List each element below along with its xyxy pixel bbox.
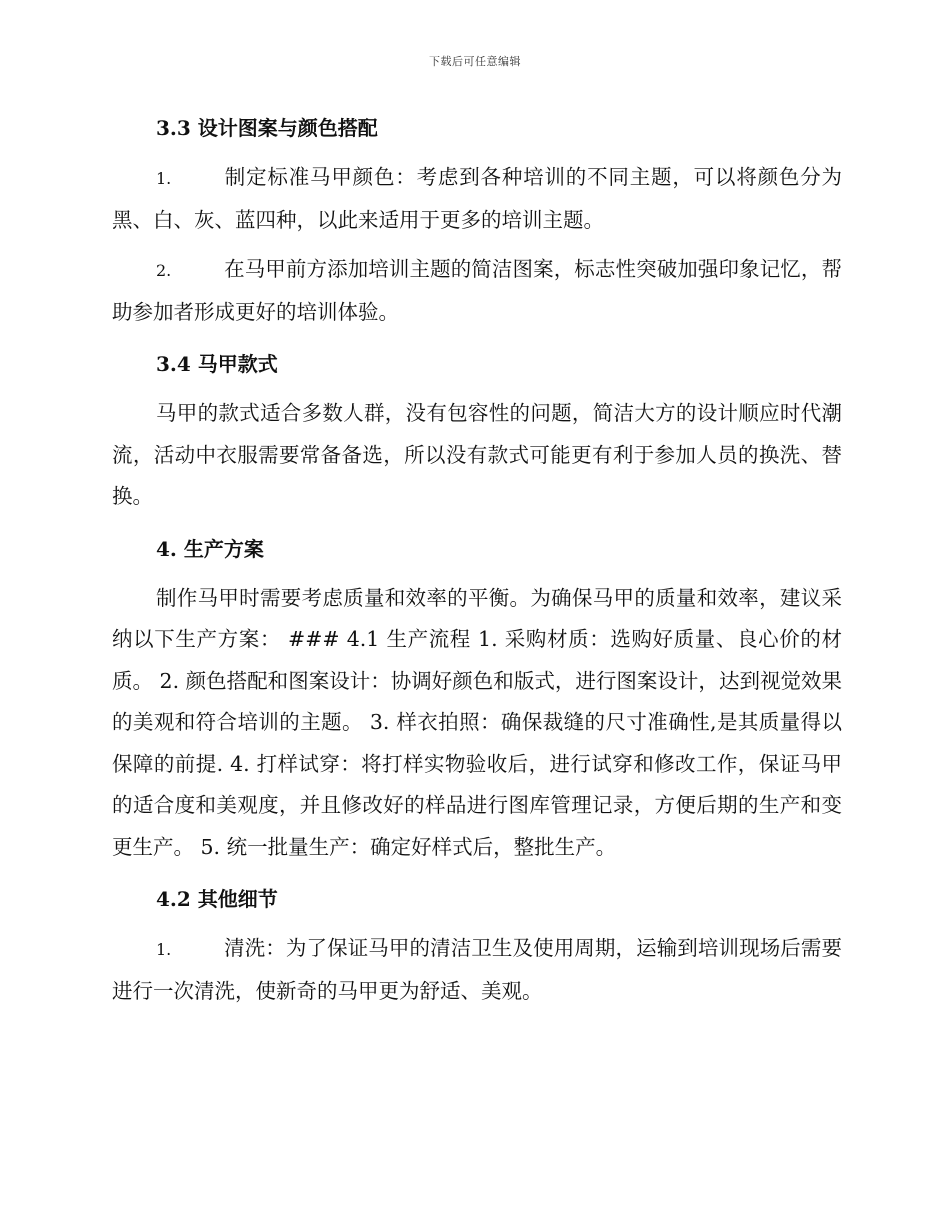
section-heading-4-2: 4.2 其他细节: [156, 887, 278, 911]
section-heading-3-4: 3.4 马甲款式: [156, 352, 278, 376]
section-heading-3-3: 3.3 设计图案与颜色搭配: [156, 116, 378, 140]
list-item-text: 在马甲前方添加培训主题的简洁图案，标志性突破加强印象记忆，帮助参加者形成更好的培训体验。: [112, 257, 842, 324]
list-item-text: 制定标准马甲颜色：考虑到各种培训的不同主题，可以将颜色分为黑、白、灰、蓝四种，以此来适用于更多的培训主题。: [112, 165, 842, 232]
paragraph: 制作马甲时需要考虑质量和效率的平衡。为确保马甲的质量和效率，建议采纳以下生产方案： ### 4.1 生产流程 1. 采购材质：选购好质量、良心价的材质。 2. 颜色搭配和图案设计：协调好颜色和版式，进行图案设计，达到视觉效果的美观和符合培训的主题。 3. 样衣拍照：确保裁缝的尺寸准确性,是其质量得以保障的前提. 4. 打样试穿：将打样实物验收后，进行试穿和修改工作，保证马甲的适合度和美观度，并且修改好的样品进行图库管理记录，方便后期的生产和变更生产。 5. 统一批量生产：确定好样式后，整批生产。: [112, 585, 842, 859]
list-item: [112, 249, 842, 333]
list-item-number: 1.: [156, 940, 172, 959]
list-item-text: 清洗：为了保证马甲的清洁卫生及使用周期，运输到培训现场后需要进行一次清洗，使新奇的马甲更为舒适、美观。: [112, 936, 842, 1003]
paragraph: 马甲的款式适合多数人群，没有包容性的问题，简洁大方的设计顺应时代潮流，活动中衣服需要常备备选，所以没有款式可能更有利于参加人员的换洗、替换。: [112, 401, 842, 508]
list-item: [112, 928, 842, 1012]
document-body: [112, 113, 842, 1012]
list-item-number: 1.: [156, 169, 172, 188]
section-heading-4: 4. 生产方案: [156, 536, 264, 561]
header-note: 下载后可任意编辑: [429, 55, 521, 68]
list-item-number: 2.: [156, 261, 172, 280]
list-item: [112, 157, 842, 241]
